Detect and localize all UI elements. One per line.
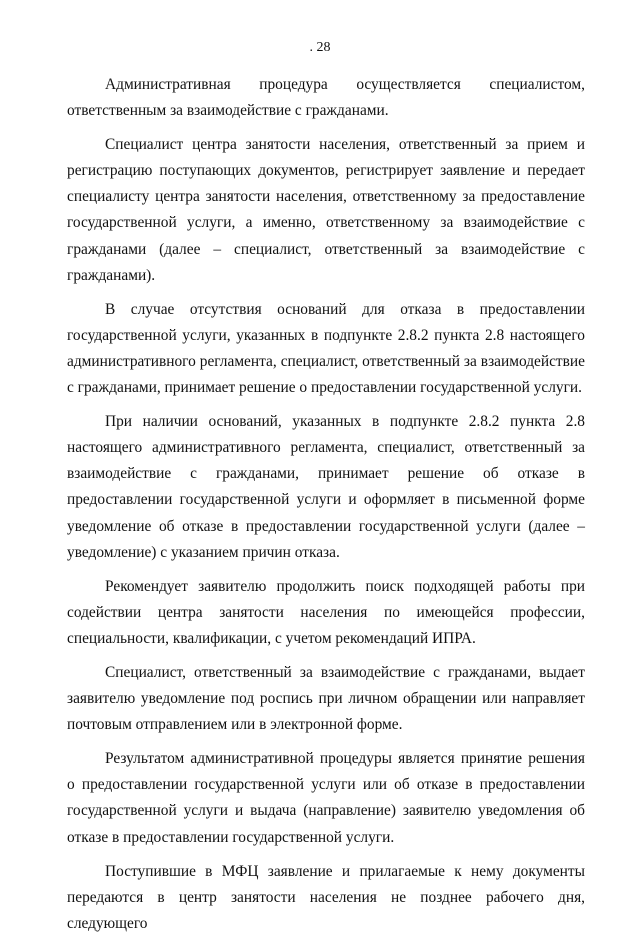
paragraph-registration: Специалист центра занятости населения, ответственный за прием и регистрацию поступающих документов, регистрирует заявление и передает специалисту центра занятости населения, ответственному за предоставление государственной услуги, а именно, ответственному за взаимодействие с гражданами (далее – специалист, ответственный за взаимодействие с гражданами).	[67, 136, 585, 284]
paragraph-procedure-result: Результатом административной процедуры является принятие решения о предоставлении государственной услуги или об отказе в предоставлении государственной услуги и выдача (направление) заявителю уведомления об отказе в предоставлении государственной услуги.	[67, 750, 585, 846]
paragraph-job-search-recommendation: Рекомендует заявителю продолжить поиск подходящей работы при содействии центра занятости населения по имеющейся профессии, специальности, квалификации, с учетом рекомендаций ИПРА.	[67, 577, 585, 647]
paragraph-refusal-grounds: При наличии оснований, указанных в подпункте 2.8.2 пункта 2.8 настоящего административного регламента, специалист, ответственный за взаимодействие с гражданами, принимает решение об отказе в предоставлении государственной услуги и оформляет в письменной форме уведомление об отказе в предоставлении государственной услуги (далее – уведомление) с указанием причин отказа.	[67, 413, 585, 561]
page-number: . 28	[309, 40, 331, 55]
paragraph-notice-delivery: Специалист, ответственный за взаимодействие с гражданами, выдает заявителю уведомление под роспись при личном обращении или направляет почтовым отправлением или в электронной форме.	[67, 663, 585, 734]
paragraph-mfc-transfer: Поступившие в МФЦ заявление и прилагаемые к нему документы передаются в центр занятости населения не позднее рабочего дня, следующего	[67, 862, 585, 932]
body-text	[67, 72, 585, 945]
paragraph-no-refusal-grounds: В случае отсутствия оснований для отказа в предоставлении государственной услуги, указанных в подпункте 2.8.2 пункта 2.8 настоящего административного регламента, специалист, ответственный за взаимодействие с гражданами, принимает решение о предоставлении государственной услуги.	[67, 300, 585, 397]
paragraph-procedure-executor: Административная процедура осуществляется специалистом, ответственным за взаимодействие с гражданами.	[67, 76, 585, 120]
